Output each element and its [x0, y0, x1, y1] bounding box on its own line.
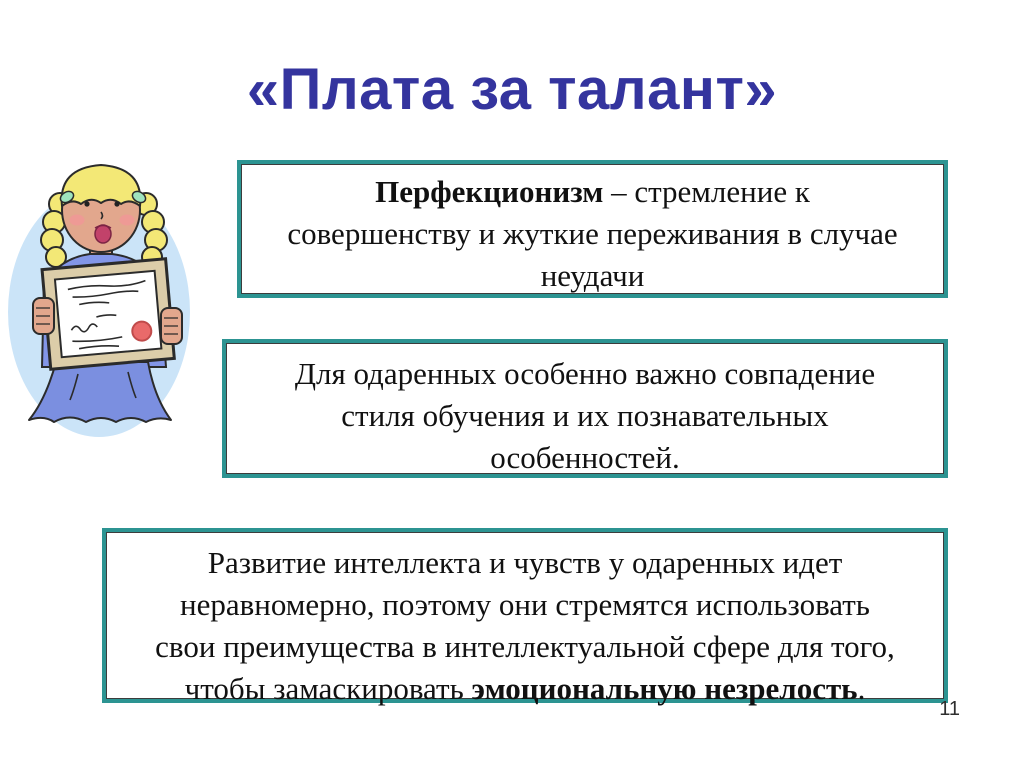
text-line: Для одаренных особенно важно совпадение [294, 356, 876, 391]
definition-box-perfectionism [237, 160, 948, 298]
text-line: свои преимущества в интеллектуальной сфере для того, [155, 629, 895, 664]
text-line: Развитие интеллекта и чувств у одаренных идет [207, 545, 843, 580]
text-line: Перфекционизм – стремление к [375, 174, 810, 209]
text-line: стиля обучения и их познавательных [341, 398, 829, 433]
slide-title: «Плата за талант» [246, 57, 778, 122]
certificate-frame [42, 259, 174, 369]
page-number: 11 [939, 698, 960, 720]
text-line: совершенству и жуткие переживания в случае [287, 216, 898, 251]
term-perfectionism: Перфекционизм [375, 174, 604, 209]
text-line: чтобы замаскировать эмоциональную незрелость. [184, 671, 866, 706]
info-box-uneven-development [102, 528, 948, 706]
certificate-seal [132, 321, 153, 342]
term-emotional-immaturity: эмоциональную незрелость [471, 671, 858, 706]
text-line: неравномерно, поэтому они стремятся использовать [180, 587, 870, 622]
text-line: неудачи [540, 258, 645, 293]
text-line: особенностей. [490, 440, 680, 475]
info-box-learning-style [222, 339, 948, 478]
girl-holding-certificate-illustration [0, 152, 218, 447]
hair-bangs [62, 165, 141, 206]
